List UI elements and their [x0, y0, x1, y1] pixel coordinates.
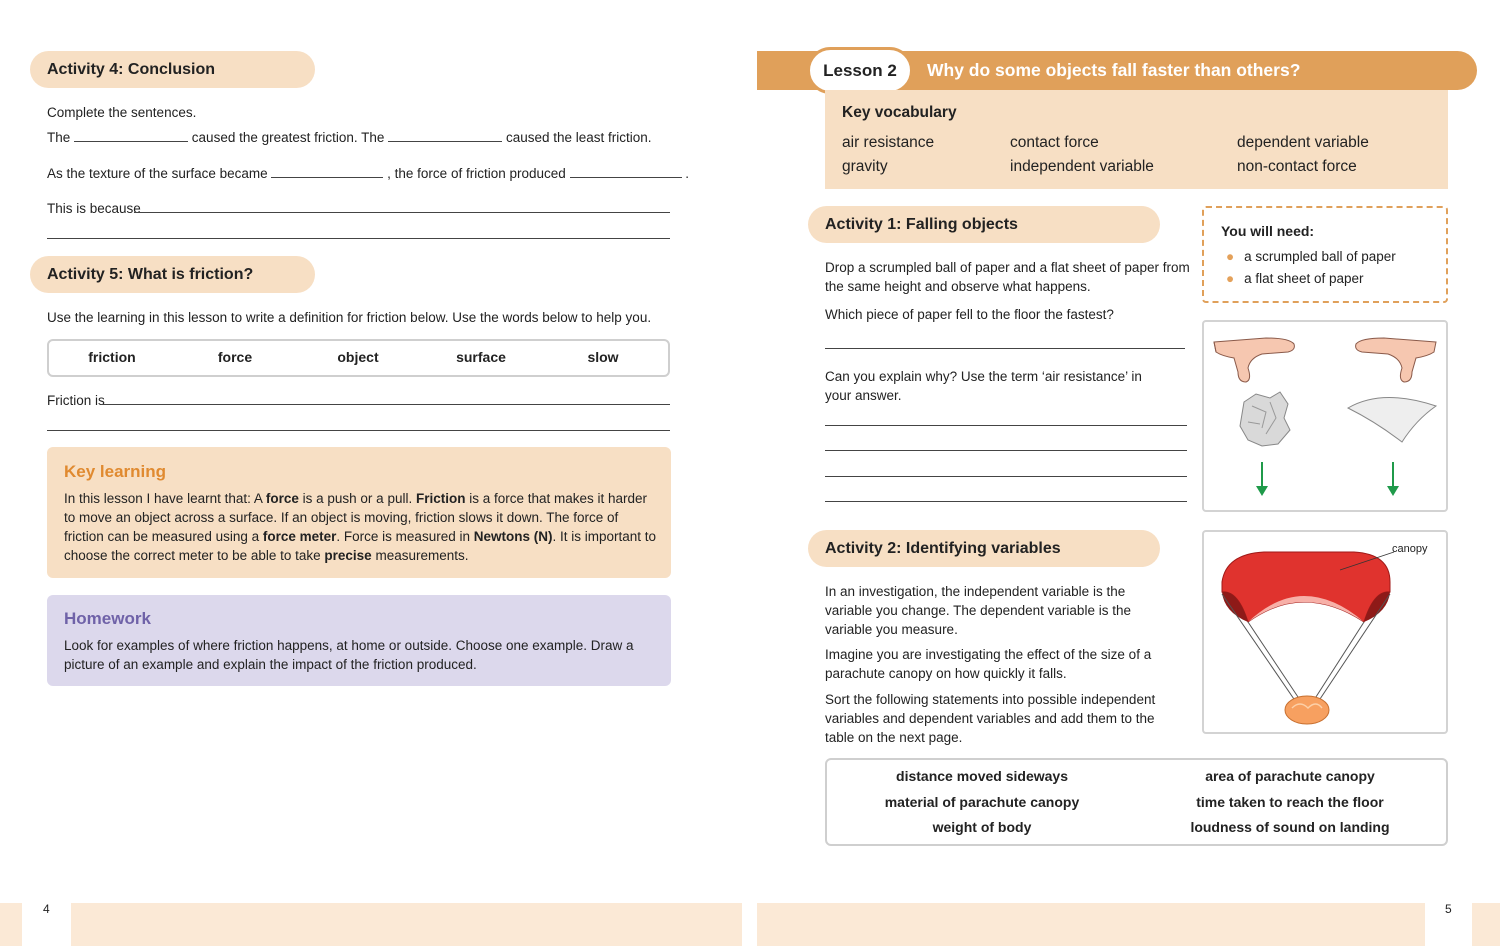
statement: material of parachute canopy	[884, 794, 1080, 810]
text: . Force is measured in	[336, 529, 474, 544]
bullet-icon: ●	[1226, 249, 1235, 264]
sentence-text: The	[47, 130, 71, 145]
activity2-paragraph-3: Sort the following statements into possible independent variables and dependent variables and add them to the table on the next page.	[825, 692, 1156, 745]
vocab-word: air resistance	[842, 134, 935, 151]
crumpled-paper-icon	[1240, 392, 1290, 446]
answer-line[interactable]	[825, 476, 1187, 477]
activity4-sentence-1	[47, 128, 652, 147]
parachute-canopy-icon	[1222, 552, 1390, 622]
activity5-instruction: Use the learning in this lesson to write a definition for friction below. Use the words below to help you.	[47, 310, 652, 325]
falling-paper-svg	[1204, 322, 1446, 510]
canopy-label: canopy	[1392, 543, 1428, 555]
statement: time taken to reach the floor	[1196, 794, 1384, 810]
sentence-text: , the force of friction produced	[387, 166, 566, 181]
sentence-text: .	[685, 166, 690, 181]
activity2-paragraph-1: In an investigation, the independent variable is the variable you change. The dependent variable is the variable you measure.	[825, 584, 1131, 637]
word-bank-item: object	[337, 349, 379, 365]
answer-line[interactable]	[47, 238, 670, 239]
homework-title: Homework	[64, 609, 151, 628]
hand-icon	[1214, 338, 1294, 382]
you-will-need-item	[1226, 249, 1396, 264]
answer-line[interactable]	[825, 425, 1187, 426]
word-bank-item: friction	[88, 349, 136, 365]
falling-paper-illustration	[1202, 320, 1448, 512]
sentence-text: caused the greatest friction. The	[191, 130, 385, 145]
answer-line[interactable]	[101, 404, 670, 405]
text: . It is important to choose the correct meter to be able to take	[64, 529, 657, 563]
parachute-illustration	[1202, 530, 1448, 734]
vocab-word: non-contact force	[1237, 158, 1357, 175]
you-will-need-title: You will need:	[1221, 223, 1315, 239]
text: In this lesson I have learnt that: A	[64, 491, 266, 506]
item-text: a scrumpled ball of paper	[1244, 249, 1396, 264]
homework-text: Look for examples of where friction happens, at home or outside. Choose one example. Draw a picture of an example and explain the impact of the friction produced.	[64, 638, 634, 672]
vocab-word: gravity	[842, 158, 888, 175]
activity1-heading: Activity 1: Falling objects	[808, 206, 1160, 243]
vocab-word: dependent variable	[1237, 134, 1369, 151]
you-will-need-item	[1226, 271, 1364, 286]
activity4-sentence-2	[47, 164, 689, 183]
vocab-word: contact force	[1010, 134, 1099, 151]
text: is a force that makes it harder to move an object across a surface. If an object is moving, friction slows it down. The force of friction can be measured using a	[64, 491, 648, 544]
activity2-heading: Activity 2: Identifying variables	[808, 530, 1160, 567]
flat-paper-icon	[1348, 397, 1436, 442]
activity1-question-1: Which piece of paper fell to the floor the fastest?	[825, 307, 1114, 322]
page-number: 4	[43, 902, 50, 916]
friction-prompt: Friction is	[47, 393, 105, 408]
footer-bar-left	[71, 903, 742, 946]
vocab-title: Key vocabulary	[842, 104, 957, 121]
activity1-instruction: Drop a scrumpled ball of paper and a flat sheet of paper from the same height and observe what happens.	[825, 260, 1190, 294]
arrow-down-icon	[1387, 462, 1399, 496]
answer-line[interactable]	[825, 501, 1187, 502]
word-bank-item: slow	[587, 349, 619, 365]
hand-icon	[1356, 338, 1436, 382]
keyword: force meter	[262, 529, 337, 544]
footer-bar-left	[0, 903, 22, 946]
statement: loudness of sound on landing	[1190, 819, 1390, 835]
answer-blank[interactable]	[74, 130, 188, 142]
activity1-question-2: Can you explain why? Use the term ‘air resistance’ in your answer.	[825, 369, 1142, 403]
activity5-heading: Activity 5: What is friction?	[30, 256, 315, 293]
keyword: Newtons (N)	[473, 529, 553, 544]
bullet-icon: ●	[1226, 271, 1235, 286]
sentence-text: caused the least friction.	[505, 130, 652, 145]
footer-bar-right	[757, 903, 1425, 946]
lesson-question: Why do some objects fall faster than others?	[927, 60, 1301, 80]
statement: distance moved sideways	[896, 768, 1068, 784]
answer-line[interactable]	[825, 348, 1185, 349]
keyword: Friction	[415, 491, 466, 506]
answer-line[interactable]	[47, 430, 670, 431]
answer-line[interactable]	[825, 450, 1187, 451]
item-text: a flat sheet of paper	[1244, 271, 1364, 286]
keyword: precise	[324, 548, 372, 563]
key-learning-text	[64, 489, 660, 565]
keyword: force	[265, 491, 299, 506]
answer-blank[interactable]	[388, 130, 502, 142]
key-learning-title: Key learning	[64, 462, 167, 481]
arrow-down-icon	[1256, 462, 1268, 496]
word-bank-item: surface	[456, 349, 506, 365]
lesson-badge	[807, 47, 913, 94]
activity4-sentence-3: This is because	[47, 201, 141, 216]
parachute-svg	[1204, 532, 1446, 732]
lesson-label: Lesson 2	[823, 60, 897, 80]
activity4-heading: Activity 4: Conclusion	[30, 51, 315, 88]
text: measurements.	[371, 548, 469, 563]
answer-blank[interactable]	[570, 166, 682, 178]
answer-blank[interactable]	[271, 166, 383, 178]
activity4-instruction: Complete the sentences.	[47, 105, 197, 120]
statement: area of parachute canopy	[1205, 768, 1375, 784]
sentence-text: As the texture of the surface became	[47, 166, 268, 181]
word-bank-item: force	[217, 349, 253, 365]
answer-line[interactable]	[134, 212, 670, 213]
parachute-body-icon	[1285, 696, 1329, 724]
vocab-word: independent variable	[1010, 158, 1154, 175]
text: is a push or a pull.	[298, 491, 416, 506]
activity2-paragraph-2: Imagine you are investigating the effect of the size of a parachute canopy on how quickly it falls.	[825, 647, 1152, 681]
page-number: 5	[1445, 902, 1452, 916]
footer-bar-right	[1472, 903, 1500, 946]
statement: weight of body	[932, 819, 1032, 835]
